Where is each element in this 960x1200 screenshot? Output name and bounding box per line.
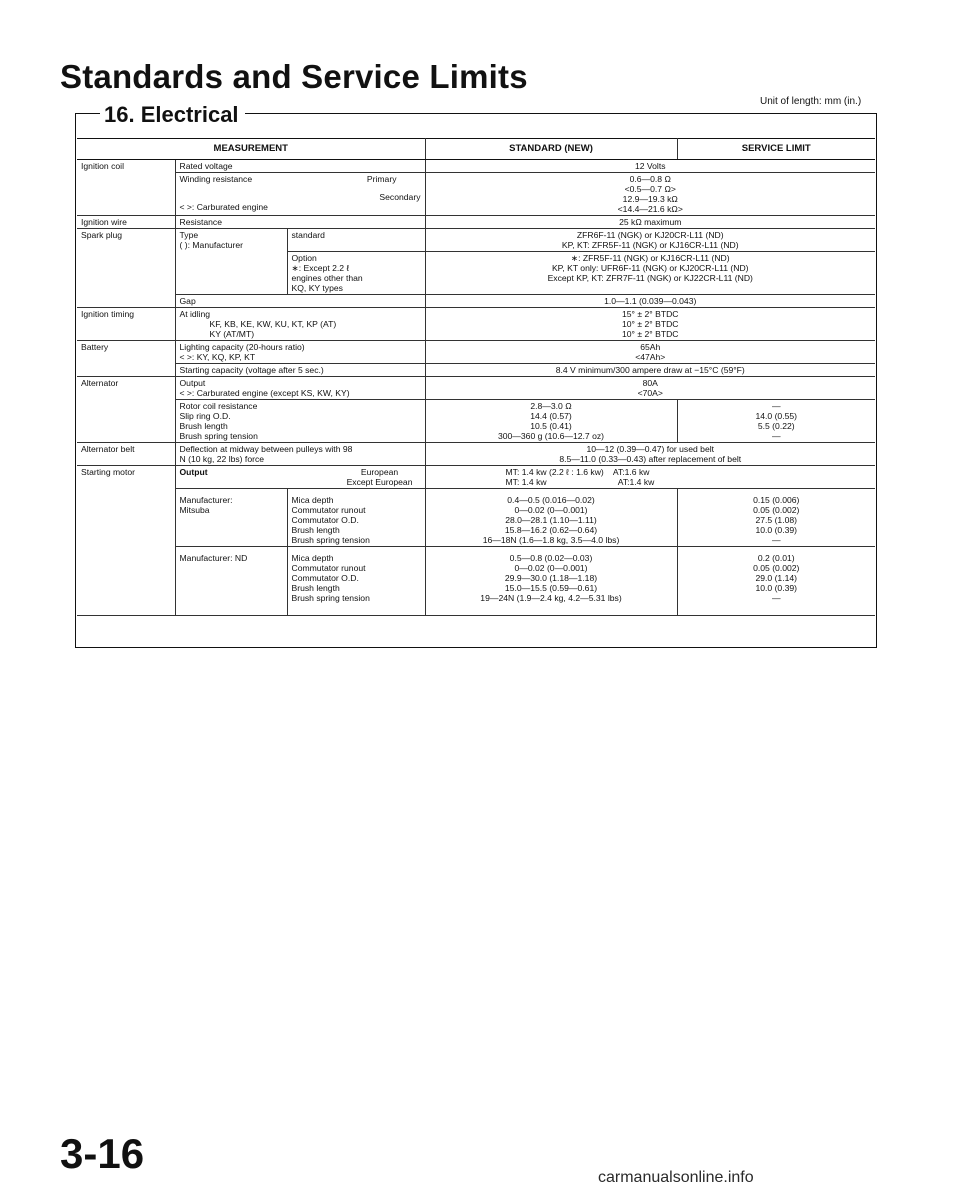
mitsuba-standard: 0.4—0.5 (0.016—0.02) 0—0.02 (0—0.001) 28.0—28.1 (1.10—1.11) 15.8—16.2 (0.62—0.64) 16—18N (1.6—1.8 kg, 3.5—4.0 lbs) (425, 489, 677, 547)
alternator-output-label: Output < >: Carburated engine (except KS, KW, KY) (175, 377, 425, 400)
spark-plug-gap-label: Gap (175, 295, 425, 308)
table-row (77, 216, 875, 229)
component-ignition-wire: Ignition wire (77, 216, 175, 229)
nd-standard: 0.5—0.8 (0.02—0.03) 0—0.02 (0—0.001) 29.9—30.0 (1.18—1.18) 15.0—15.5 (0.59—0.61) 19—24N (1.9—2.4 kg, 4.2—5.31 lbs) (425, 547, 677, 616)
ignition-timing-value: 15° ± 2° BTDC 10° ± 2° BTDC 10° ± 2° BTDC (425, 308, 875, 341)
page-title: Standards and Service Limits (60, 58, 528, 95)
component-ignition-timing: Ignition timing (77, 308, 175, 341)
header-standard: STANDARD (NEW) (425, 139, 677, 160)
alternator-rotor-service: — 14.0 (0.55) 5.5 (0.22) — (677, 400, 875, 443)
mitsuba-items: Mica depth Commutator runout Commutator O.D. Brush length Brush spring tension (287, 489, 425, 547)
table-row (77, 489, 875, 547)
table-row (77, 308, 875, 341)
winding-cell (175, 173, 425, 216)
header-service: SERVICE LIMIT (677, 139, 875, 160)
spark-plug-gap-value: 1.0—1.1 (0.039—0.043) (425, 295, 875, 308)
unit-note: Unit of length: mm (in.) (760, 96, 862, 107)
rated-voltage-value: 12 Volts (425, 160, 875, 173)
component-alternator-belt: Alternator belt (77, 443, 175, 466)
component-ignition-coil: Ignition coil (77, 160, 175, 216)
ignition-timing-label: At idling (179, 309, 211, 319)
spec-table (77, 138, 875, 616)
ignition-timing-cell (175, 308, 425, 341)
winding-secondary: Secondary (379, 192, 421, 202)
battery-lighting-label: Lighting capacity (20-hours ratio) < >: KY, KQ, KP, KT (175, 341, 425, 364)
nd-label: Manufacturer: ND (175, 547, 287, 616)
ignition-timing-models: KF, KB, KE, KW, KU, KT, KP (AT) KY (AT/MT) (209, 319, 337, 339)
table-row (77, 400, 875, 443)
alternator-belt-label: Deflection at midway between pulleys with 98 N (10 kg, 22 lbs) force (175, 443, 425, 466)
winding-label: Winding resistance (179, 174, 253, 184)
table-row (77, 466, 875, 489)
table-row (77, 229, 875, 252)
spark-plug-option-label: Option ∗: Except 2.2 ℓ engines other than KQ, KY types (287, 252, 425, 295)
winding-value: 0.6—0.8 Ω <0.5—0.7 Ω> 12.9—19.3 kΩ <14.4—21.6 kΩ> (425, 173, 875, 216)
mitsuba-label: Manufacturer: Mitsuba (175, 489, 287, 547)
table-row (77, 295, 875, 308)
alternator-rotor-label: Rotor coil resistance Slip ring O.D. Brush length Brush spring tension (175, 400, 425, 443)
battery-lighting-value: 65Ah <47Ah> (425, 341, 875, 364)
winding-primary: Primary (366, 174, 397, 184)
starting-motor-output-cell (175, 466, 425, 489)
ignition-wire-value: 25 kΩ maximum (425, 216, 875, 229)
starting-motor-output-label: Output (179, 467, 208, 477)
mitsuba-service: 0.15 (0.006) 0.05 (0.002) 27.5 (1.08) 10.0 (0.39) — (677, 489, 875, 547)
battery-starting-value: 8.4 V minimum/300 ampere draw at −15°C (59°F) (425, 364, 875, 377)
spark-plug-standard-value: ZFR6F-11 (NGK) or KJ20CR-L11 (ND) KP, KT: ZFR5F-11 (NGK) or KJ16CR-L11 (ND) (425, 229, 875, 252)
section-heading: 16. Electrical (100, 102, 245, 128)
rated-voltage-label: Rated voltage (175, 160, 425, 173)
component-spark-plug: Spark plug (77, 229, 175, 308)
alternator-output-value: 80A <70A> (425, 377, 875, 400)
watermark: carmanualsonline.info (598, 1169, 754, 1186)
table-row (77, 364, 875, 377)
spark-plug-standard-label: standard (287, 229, 425, 252)
table-row (77, 173, 875, 216)
alternator-belt-value: 10—12 (0.39—0.47) for used belt 8.5—11.0 (0.33—0.43) after replacement of belt (425, 443, 875, 466)
table-row (77, 377, 875, 400)
starting-motor-output-value: MT: 1.4 kw (2.2 ℓ : 1.6 kw) AT:1.6 kw MT: 1.4 kw AT:1.4 kw (425, 466, 875, 489)
table-row (77, 443, 875, 466)
winding-note: < >: Carburated engine (179, 202, 268, 212)
starting-motor-output-regions: European Except European (346, 467, 413, 487)
table-row (77, 160, 875, 173)
nd-service: 0.2 (0.01) 0.05 (0.002) 29.0 (1.14) 10.0 (0.39) — (677, 547, 875, 616)
battery-starting-label: Starting capacity (voltage after 5 sec.) (175, 364, 425, 377)
component-battery: Battery (77, 341, 175, 377)
component-starting-motor: Starting motor (77, 466, 175, 616)
component-alternator: Alternator (77, 377, 175, 443)
nd-items: Mica depth Commutator runout Commutator O.D. Brush length Brush spring tension (287, 547, 425, 616)
ignition-wire-label: Resistance (175, 216, 425, 229)
spark-plug-option-value: ∗: ZFR5F-11 (NGK) or KJ16CR-L11 (ND) KP, KT only: UFR6F-11 (NGK) or KJ20CR-L11 (ND) Except KP, KT: ZFR7F-11 (NGK) or KJ22CR-L11 (ND) (425, 252, 875, 295)
table-header-row (77, 139, 875, 160)
alternator-rotor-standard: 2.8—3.0 Ω 14.4 (0.57) 10.5 (0.41) 300—360 g (10.6—12.7 oz) (425, 400, 677, 443)
spark-plug-type-label: Type ( ): Manufacturer (175, 229, 287, 295)
table-row (77, 547, 875, 616)
table-row (77, 341, 875, 364)
page-number: 3-16 (60, 1130, 145, 1177)
header-measurement: MEASUREMENT (77, 139, 425, 160)
